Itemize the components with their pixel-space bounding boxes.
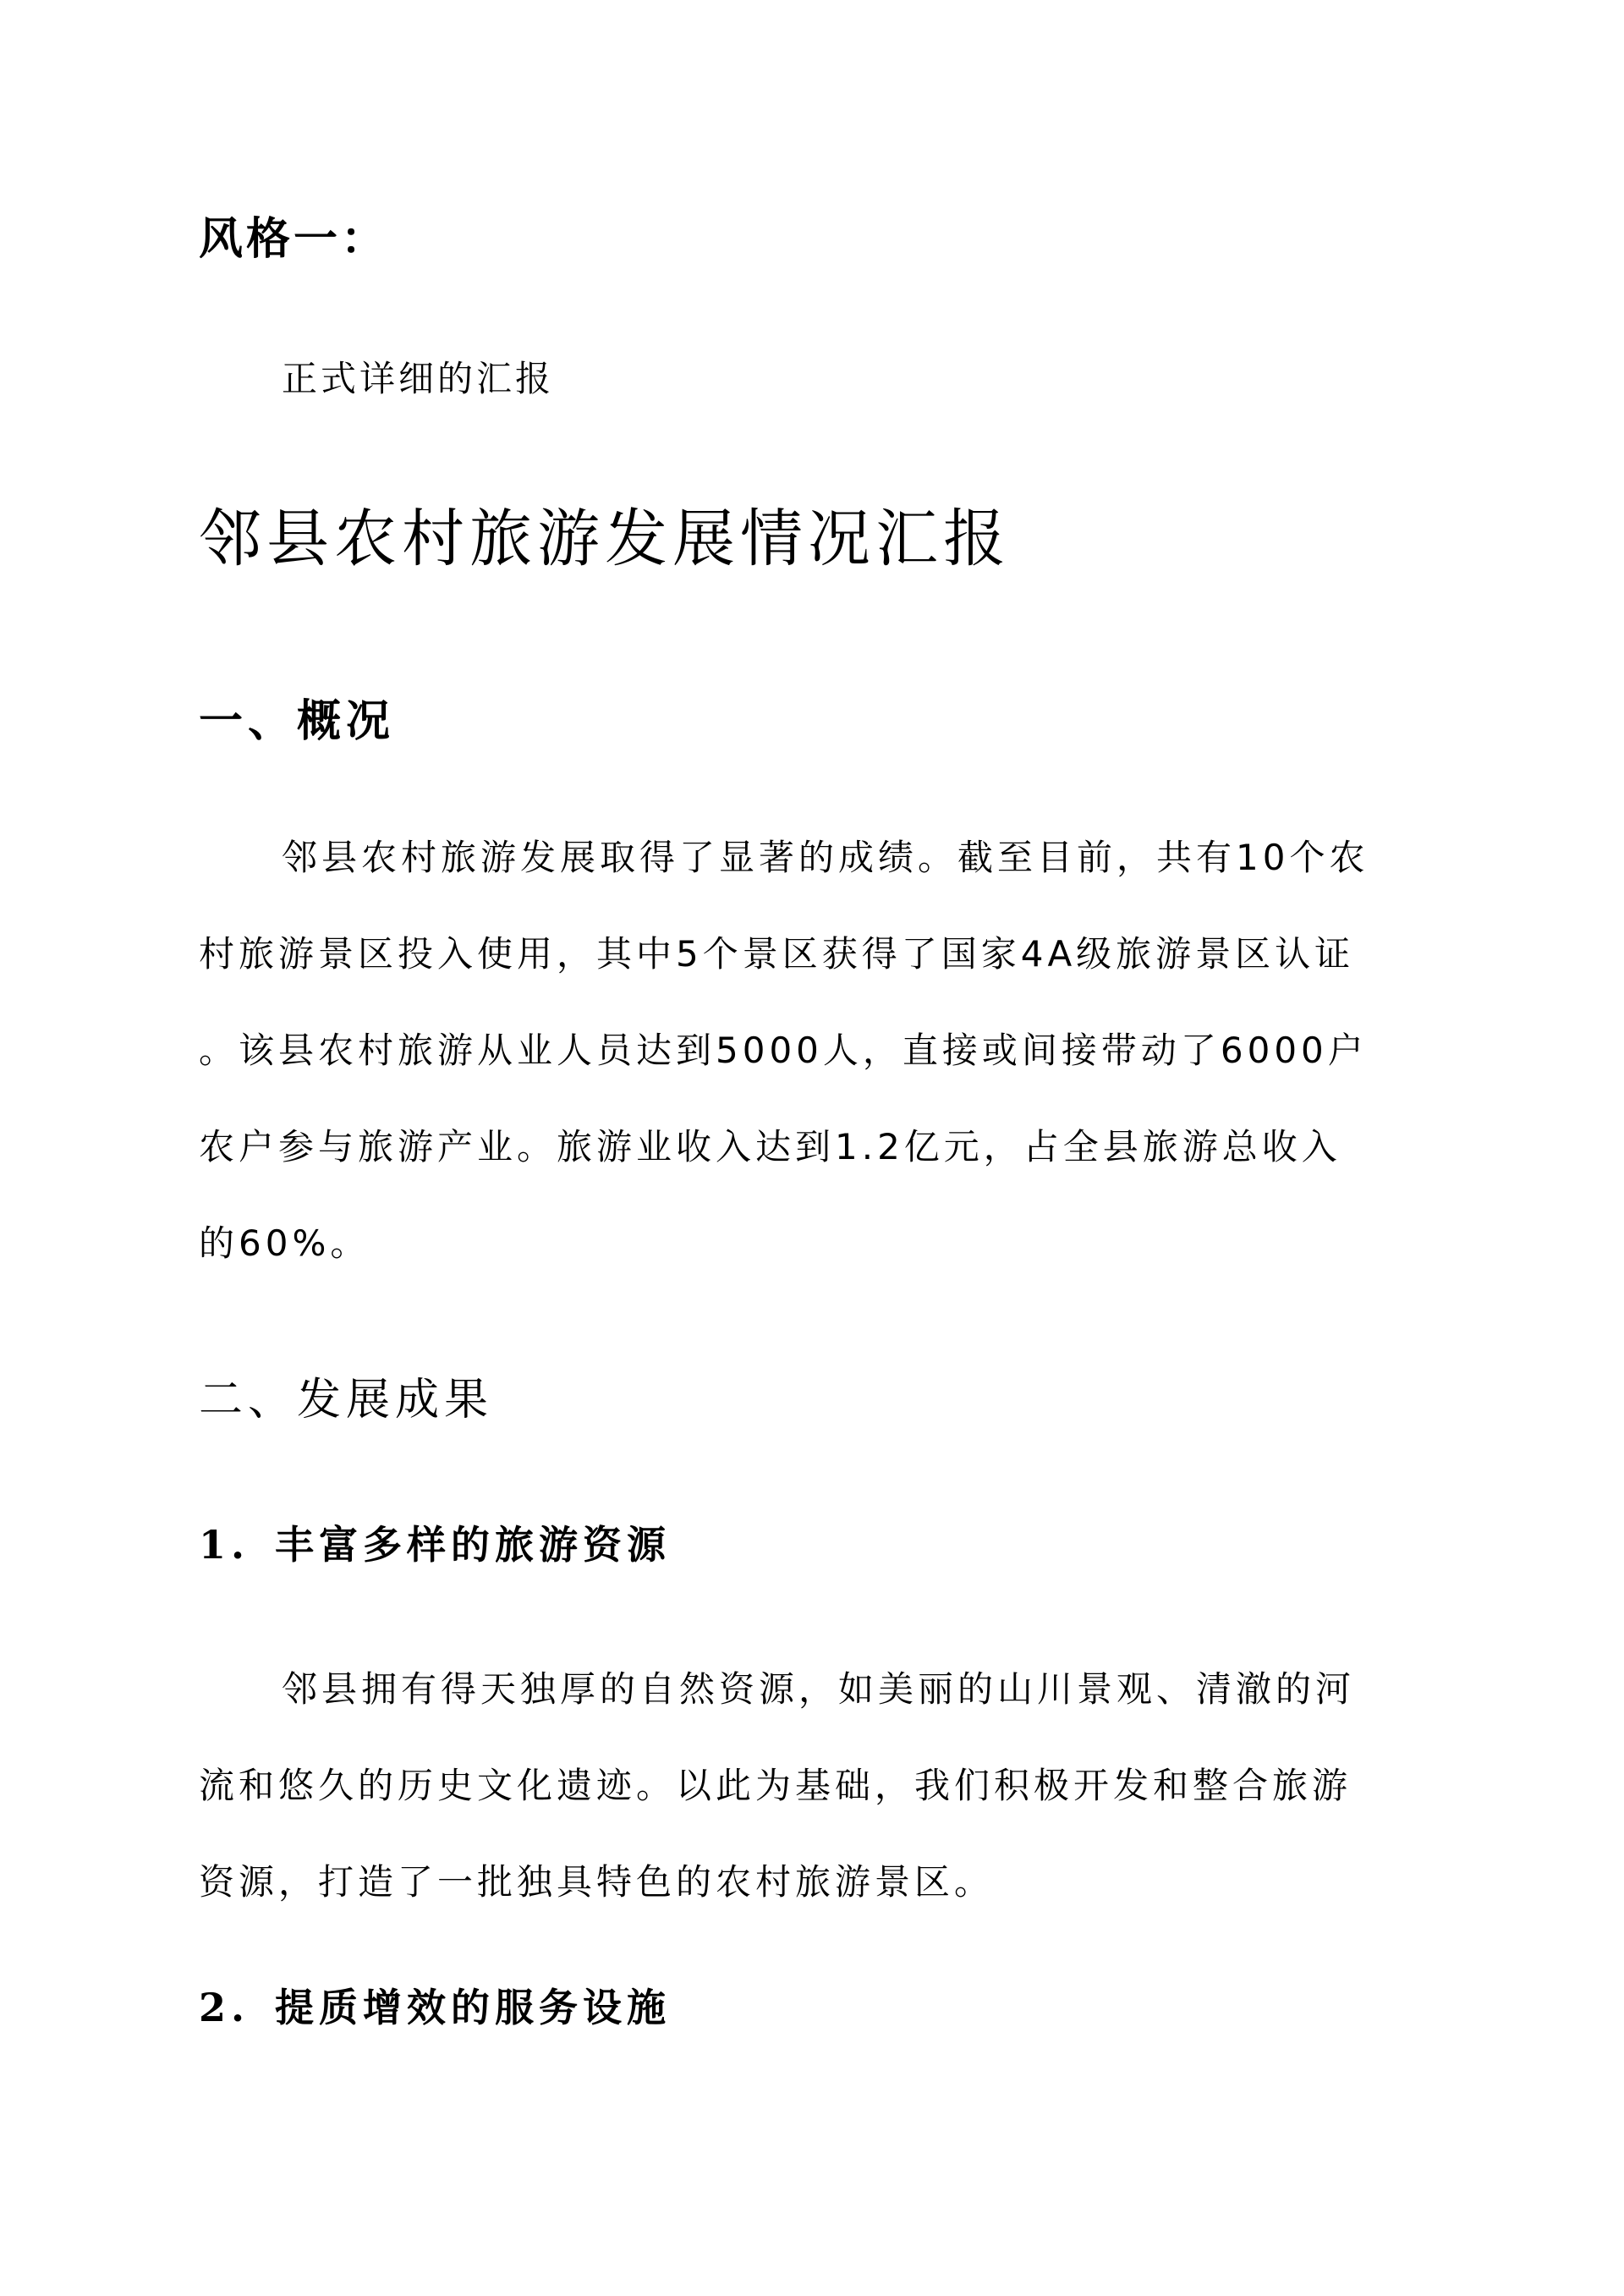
- subsection-heading-resources: [199, 1514, 671, 1570]
- paragraph-line: 农户参与旅游产业。旅游业收入达到1.2亿元，占全县旅游总收入: [199, 1126, 1341, 1167]
- subsection-number: 1.: [199, 1522, 250, 1568]
- subsection-title: 丰富多样的旅游资源: [275, 1522, 671, 1568]
- resources-paragraph: [199, 1641, 1434, 1931]
- paragraph-line: 资源，打造了一批独具特色的农村旅游景区。: [199, 1861, 995, 1903]
- subsection-number: 2.: [199, 1985, 250, 2030]
- paragraph-line: 邻县农村旅游发展取得了显著的成绩。截至目前，共有10个农: [282, 837, 1369, 878]
- paragraph-line: 流和悠久的历史文化遗迹。以此为基础，我们积极开发和整合旅游: [199, 1765, 1352, 1806]
- paragraph-line: 村旅游景区投入使用，其中5个景区获得了国家4A级旅游景区认证: [199, 933, 1355, 975]
- paragraph-line: 邻县拥有得天独厚的自然资源，如美丽的山川景观、清澈的河: [282, 1668, 1356, 1710]
- style-description: 正式详细的汇报: [282, 358, 555, 399]
- document-title: 邻县农村旅游发展情况汇报: [199, 503, 1011, 575]
- overview-paragraph: [199, 810, 1434, 1292]
- style-heading: 风格一：: [199, 213, 389, 265]
- section-heading-achievements: 二、发展成果: [199, 1375, 494, 1425]
- section-heading-overview: 一、概况: [199, 695, 396, 747]
- paragraph-line: 。该县农村旅游从业人员达到5000人，直接或间接带动了6000户: [199, 1030, 1368, 1071]
- paragraph-line: 的60%。: [199, 1222, 370, 1264]
- subsection-heading-facilities: [199, 1977, 671, 2033]
- subsection-title: 提质增效的服务设施: [275, 1985, 671, 2030]
